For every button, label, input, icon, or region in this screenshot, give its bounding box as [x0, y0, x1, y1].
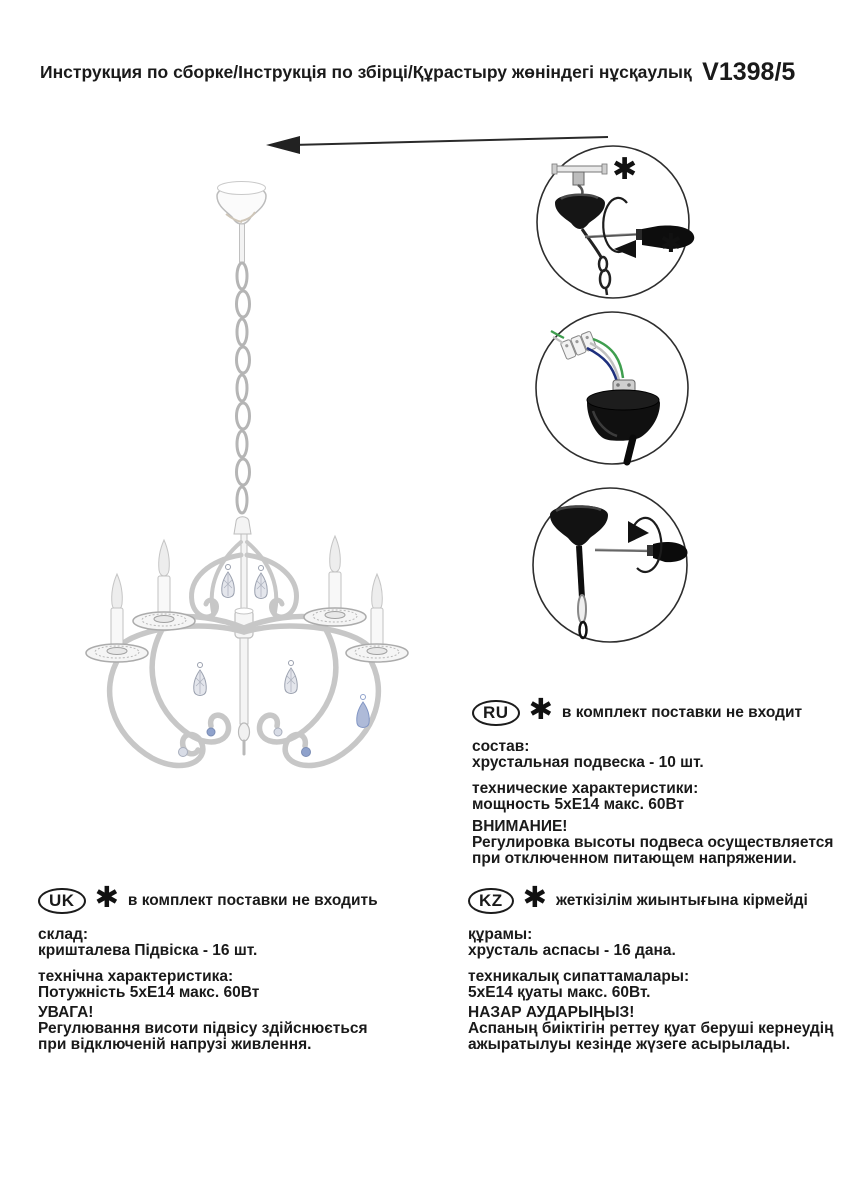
section-ru: [472, 693, 848, 867]
text-line: мощность 5хЕ14 макс. 60Вт: [472, 796, 685, 813]
chandelier-photo: [60, 170, 460, 800]
text-line: Регулировка высоты подвеса осуществляется: [472, 834, 834, 851]
text-line: Регулювання висоти підвісу здійснюється: [38, 1020, 368, 1037]
composition-block: [472, 739, 848, 771]
title-text: Инструкция по сборке/Інструкція по збірці/Құрастыру жөніндегі нұсқаулық: [40, 62, 692, 82]
asterisk-icon: ✱: [528, 693, 553, 726]
candle: [133, 540, 195, 630]
composition-block: [468, 927, 846, 959]
not-included-note: в комплект поставки не входить: [127, 892, 378, 909]
text-line: 5хЕ14 қуаты макс. 60Вт.: [468, 984, 651, 1001]
warning-block: [468, 1005, 846, 1053]
text-line: ВНИМАНИЕ!: [472, 818, 568, 835]
assembly-step-3-illustration: [525, 480, 695, 650]
composition-block: [38, 927, 416, 959]
text-line: состав:: [472, 738, 530, 755]
arrowhead: [266, 136, 300, 154]
assembly-step-1-illustration: [528, 137, 698, 307]
asterisk-icon: ✱: [612, 153, 638, 186]
text-line: техникалық сипаттамалары:: [468, 968, 690, 985]
chandelier-chain: [237, 224, 250, 513]
text-line: Аспаның биіктігін реттеу қуат беруші кернеудің: [468, 1020, 834, 1037]
section-uk: [38, 881, 416, 1053]
text-line: технічна характеристика:: [38, 968, 234, 985]
specs-block: [472, 781, 848, 813]
candle: [304, 536, 366, 626]
section-uk-header: [38, 881, 416, 916]
not-included-note: в комплект поставки не входит: [561, 704, 803, 721]
lang-badge-uk: UK: [38, 888, 86, 914]
specs-block: [38, 969, 416, 1001]
model-number: V1398/5: [702, 58, 796, 86]
warning-block: [38, 1005, 416, 1053]
text-line: УВАГА!: [38, 1004, 94, 1021]
asterisk-icon: ✱: [94, 881, 119, 914]
asterisk-icon: ✱: [522, 881, 547, 914]
asterisk-icon: ✱: [660, 228, 682, 258]
assembly-step-2-illustration: [527, 303, 697, 473]
lang-badge-kz: KZ: [468, 888, 514, 914]
text-line: хрустальная подвеска - 10 шт.: [472, 754, 704, 771]
text-line: склад:: [38, 926, 89, 943]
section-kz: [468, 881, 846, 1053]
text-line: құрамы:: [468, 926, 533, 943]
text-line: НАЗАР АУДАРЫҢЫЗ!: [468, 1004, 635, 1021]
specs-block: [468, 969, 846, 1001]
text-line: при відключеній напрузі живлення.: [38, 1036, 312, 1053]
text-line: ажыратылуы кезінде жүзеге асырылады.: [468, 1036, 791, 1053]
page-title: [40, 58, 795, 87]
warning-block: [472, 819, 848, 867]
text-line: хрусталь аспасы - 16 дана.: [468, 942, 676, 959]
chandelier-canopy: [217, 182, 266, 225]
text-line: Потужність 5хЕ14 макс. 60Вт: [38, 984, 260, 1001]
lang-badge-ru: RU: [472, 700, 520, 726]
text-line: при отключенном питающем напряжении.: [472, 850, 797, 867]
text-line: кришталева Підвіска - 16 шт.: [38, 942, 258, 959]
section-kz-header: [468, 881, 846, 916]
text-line: технические характеристики:: [472, 780, 699, 797]
not-included-note: жеткізілім жиынтығына кірмейді: [555, 892, 808, 909]
section-ru-header: [472, 693, 848, 728]
chandelier-column: [234, 517, 253, 754]
